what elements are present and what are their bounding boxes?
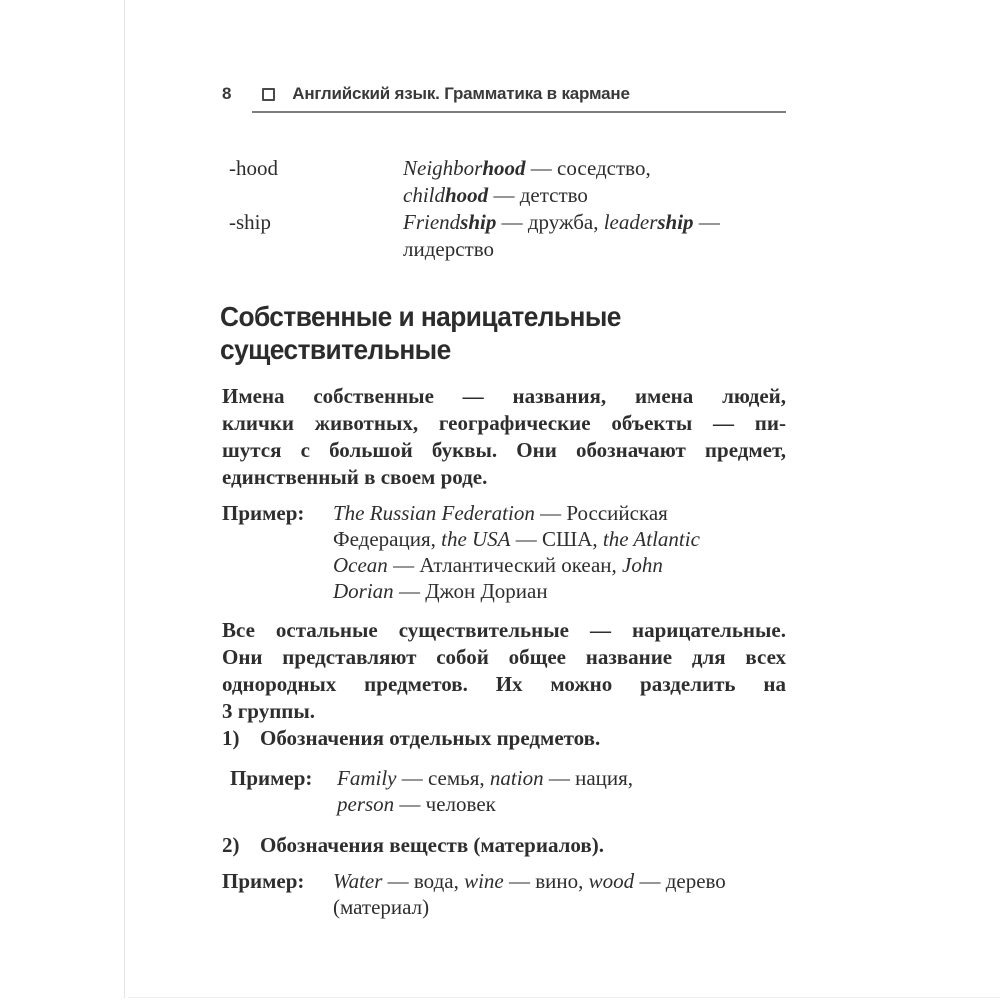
text-segment: Ocean: [333, 553, 388, 577]
page-number: 8: [222, 84, 232, 103]
text-line: [220, 300, 756, 333]
text-line: [333, 500, 786, 526]
example-label: Пример:: [230, 766, 313, 790]
text-segment: Friend: [403, 210, 461, 234]
suffix-table: [229, 155, 786, 263]
text-segment: —: [693, 210, 720, 234]
text-segment: the Atlantic: [602, 527, 700, 551]
text-segment: Water: [333, 869, 383, 893]
example-label: Пример:: [222, 501, 305, 525]
suffix-definition: [403, 155, 786, 209]
text-line: [222, 671, 786, 698]
text-segment: — дружба,: [496, 210, 604, 234]
text-line: [220, 333, 756, 366]
table-row: [229, 209, 786, 263]
text-segment: the USA: [441, 527, 511, 551]
text-line: [403, 236, 786, 263]
text-segment: wood: [588, 869, 635, 893]
text-line: [333, 894, 786, 920]
list-item-text: Обозначения веществ (материалов).: [260, 833, 604, 857]
text-segment: The Russian Federation: [333, 501, 535, 525]
text-segment: Собственные и нарицательные: [220, 301, 621, 332]
text-line: [222, 464, 786, 491]
text-segment: клички животных, географические объекты — пи-: [222, 411, 786, 435]
table-row: [229, 155, 786, 209]
text-segment: — вода,: [382, 869, 465, 893]
text-segment: лидерство: [403, 237, 494, 261]
ballot-box-icon: [262, 88, 275, 101]
text-line: [403, 155, 786, 182]
text-segment: — детство: [488, 183, 588, 207]
text-segment: Dorian: [333, 579, 394, 603]
text-segment: единственный в своем роде.: [222, 465, 488, 489]
text-segment: — вино,: [503, 869, 589, 893]
text-segment: person: [337, 792, 395, 816]
example-block: [222, 500, 786, 604]
suffix-term: -hood: [229, 156, 278, 180]
text-line: [222, 437, 786, 464]
text-segment: существительные: [220, 334, 451, 365]
list-marker: 2): [222, 833, 240, 857]
text-line: [222, 698, 786, 725]
text-segment: leader: [603, 210, 658, 234]
list-item: [222, 832, 786, 859]
example-block: [230, 765, 794, 817]
text-line: [403, 182, 786, 209]
text-segment: шутся с большой буквы. Они обозначают предмет,: [222, 438, 786, 462]
text-segment: Все остальные существительные — нарицательные.: [222, 618, 786, 642]
page-left-border: [124, 0, 125, 998]
text-segment: — семья,: [396, 766, 490, 790]
list-marker: 1): [222, 726, 240, 750]
text-segment: — дерево: [634, 869, 726, 893]
section-heading: [220, 300, 756, 366]
text-segment: ship: [460, 210, 497, 234]
text-segment: Имена собственные — названия, имена людей,: [222, 384, 786, 408]
text-line: [333, 578, 786, 604]
list-item: [222, 725, 786, 752]
text-segment: — Российская: [534, 501, 668, 525]
text-segment: — нация,: [543, 766, 634, 790]
text-segment: Family: [337, 766, 397, 790]
text-line: [222, 617, 786, 644]
text-line: [333, 526, 786, 552]
text-line: [222, 644, 786, 671]
text-segment: Федерация,: [333, 527, 442, 551]
text-segment: — Джон Дориан: [393, 579, 548, 603]
running-header: [222, 84, 786, 113]
text-line: [333, 552, 786, 578]
suffix-definition: [403, 209, 786, 263]
text-segment: однородных предметов. Их можно разделить на: [222, 672, 786, 696]
text-segment: (материал): [333, 895, 430, 919]
header-rule: [252, 84, 786, 113]
text-segment: hood: [482, 156, 526, 180]
page-bottom-border: [128, 997, 1000, 998]
text-segment: ship: [657, 210, 694, 234]
text-segment: John: [622, 553, 663, 577]
text-segment: — соседство,: [525, 156, 651, 180]
running-title: Английский язык. Грамматика в кармане: [292, 84, 630, 103]
text-line: [403, 209, 786, 236]
text-segment: — человек: [394, 792, 496, 816]
text-line: [333, 868, 786, 894]
example-content: [333, 868, 786, 920]
text-segment: hood: [445, 183, 489, 207]
text-segment: wine: [464, 869, 504, 893]
text-segment: — США,: [510, 527, 603, 551]
text-segment: — Атлантический океан,: [387, 553, 623, 577]
text-segment: Они представляют собой общее название для всех: [222, 645, 786, 669]
text-segment: 3 группы.: [222, 699, 316, 723]
paragraph: [222, 617, 786, 725]
text-segment: Neighbor: [403, 156, 483, 180]
example-label: Пример:: [222, 869, 305, 893]
text-line: [222, 383, 786, 410]
text-line: [222, 410, 786, 437]
list-item-text: Обозначения отдельных предметов.: [260, 726, 601, 750]
text-line: [337, 765, 794, 791]
suffix-term: -ship: [229, 210, 271, 234]
text-segment: child: [403, 183, 445, 207]
text-line: [337, 791, 794, 817]
example-content: [333, 500, 786, 604]
text-segment: nation: [489, 766, 544, 790]
example-content: [337, 765, 794, 817]
example-block: [222, 868, 786, 920]
paragraph: [222, 383, 786, 491]
